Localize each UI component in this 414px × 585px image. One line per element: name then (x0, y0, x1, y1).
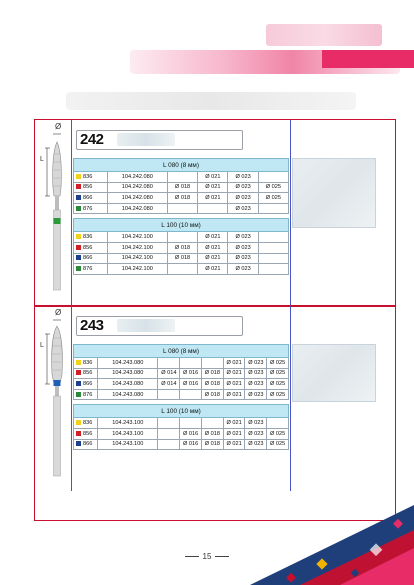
diameter-cell: Ø 018 (167, 253, 197, 264)
diameter-cell (180, 358, 202, 369)
grit-code: 866 (83, 441, 93, 448)
diameter-cell: Ø 023 (245, 428, 267, 439)
diameter-cell (258, 203, 288, 214)
diameter-cell (258, 242, 288, 253)
page-number: 15 (202, 552, 212, 561)
length-label: L (40, 156, 44, 163)
grit-code: 836 (83, 173, 93, 180)
diameter-cell (167, 203, 197, 214)
length-group-header-row (74, 159, 289, 172)
diameter-cell: Ø 018 (201, 368, 223, 379)
diameter-cell (158, 389, 180, 400)
diameter-cell: Ø 025 (267, 368, 289, 379)
page-number-footer (0, 552, 414, 561)
diameter-cell: Ø 016 (180, 439, 202, 450)
grit-color-swatch (76, 431, 81, 436)
product-section-243 (34, 306, 396, 516)
diameter-cell: Ø 018 (167, 193, 197, 204)
diameter-cell: Ø 018 (201, 389, 223, 400)
diameter-cell: Ø 018 (201, 439, 223, 450)
diameter-cell (158, 428, 180, 439)
grit-code-cell (74, 264, 108, 275)
diameter-cell: Ø 021 (223, 379, 245, 390)
grit-color-swatch (76, 234, 81, 239)
diameter-cell (180, 418, 202, 429)
length-group-header-row (74, 405, 289, 418)
grit-color-swatch (76, 266, 81, 271)
footer-rule (215, 556, 229, 557)
grit-code: 866 (83, 194, 93, 201)
grit-code: 866 (83, 380, 93, 387)
diameter-cell: Ø 021 (198, 264, 228, 275)
product-image-placeholder (292, 158, 376, 228)
reference-number: 104.242.100 (107, 232, 167, 243)
diameter-cell: Ø 025 (258, 182, 288, 193)
reference-number: 104.242.080 (107, 172, 167, 183)
diameter-cell: Ø 023 (245, 358, 267, 369)
grit-code: 836 (83, 420, 93, 427)
reference-number: 104.242.100 (107, 242, 167, 253)
product-number: 242 (80, 131, 104, 148)
diameter-cell: Ø 016 (180, 428, 202, 439)
diameter-cell: Ø 023 (245, 379, 267, 390)
diameter-cell: Ø 025 (267, 389, 289, 400)
grit-code-cell (74, 439, 98, 450)
diameter-cell (198, 203, 228, 214)
diameter-cell: Ø 021 (223, 418, 245, 429)
diameter-cell (201, 418, 223, 429)
reference-number: 104.243.080 (98, 389, 158, 400)
table-row (74, 182, 289, 193)
reference-number: 104.243.100 (98, 439, 158, 450)
grit-color-swatch (76, 184, 81, 189)
length-group-header: L 080 (8 мм) (74, 345, 289, 358)
diameter-cell: Ø 025 (267, 358, 289, 369)
diameter-cell: Ø 023 (245, 389, 267, 400)
diameter-cell: Ø 023 (228, 193, 258, 204)
product-title-box (76, 130, 243, 150)
reference-number: 104.242.100 (107, 253, 167, 264)
diameter-cell (158, 418, 180, 429)
header-blurred-label (266, 24, 382, 46)
table-row (74, 358, 289, 369)
grit-color-swatch (76, 195, 81, 200)
diameter-cell (258, 264, 288, 275)
grit-code: 876 (83, 265, 93, 272)
diameter-cell: Ø 021 (198, 253, 228, 264)
diameter-cell (267, 418, 289, 429)
grit-code-cell (74, 418, 98, 429)
diameter-cell: Ø 021 (198, 242, 228, 253)
diameter-cell: Ø 021 (198, 193, 228, 204)
column-line (290, 306, 291, 491)
diameter-cell: Ø 018 (167, 242, 197, 253)
diameter-cell: Ø 025 (267, 439, 289, 450)
grit-code: 876 (83, 205, 93, 212)
bur-illustration (44, 130, 68, 295)
grit-code-cell (74, 232, 108, 243)
grit-code: 856 (83, 244, 93, 251)
product-table-243 (73, 344, 289, 450)
diameter-cell: Ø 023 (228, 264, 258, 275)
grit-code-cell (74, 242, 108, 253)
grit-code: 836 (83, 234, 93, 241)
diameter-cell: Ø 025 (267, 428, 289, 439)
diameter-cell (180, 389, 202, 400)
table-row (74, 368, 289, 379)
reference-number: 104.242.080 (107, 193, 167, 204)
grit-code-cell (74, 193, 108, 204)
product-image-placeholder (292, 344, 376, 402)
diameter-cell: Ø 021 (223, 428, 245, 439)
product-name-blurred (117, 319, 175, 332)
grit-code-cell (74, 203, 108, 214)
column-line (290, 120, 291, 305)
diameter-cell (158, 439, 180, 450)
diameter-cell: Ø 021 (223, 439, 245, 450)
grit-code: 856 (83, 184, 93, 191)
diameter-cell (201, 358, 223, 369)
grit-code-cell (74, 172, 108, 183)
product-name-blurred (117, 133, 175, 146)
diameter-cell: Ø 018 (167, 182, 197, 193)
grit-color-swatch (76, 381, 81, 386)
grit-color-swatch (76, 420, 81, 425)
diameter-cell: Ø 023 (228, 172, 258, 183)
diameter-cell: Ø 023 (245, 439, 267, 450)
footer-rule (185, 556, 199, 557)
grit-code-cell (74, 428, 98, 439)
diameter-cell (258, 232, 288, 243)
header-accent-bar (322, 50, 414, 68)
table-row (74, 264, 289, 275)
grit-code-cell (74, 368, 98, 379)
diameter-cell: Ø 023 (228, 253, 258, 264)
table-row (74, 389, 289, 400)
reference-number: 104.243.080 (98, 379, 158, 390)
grit-color-swatch (76, 206, 81, 211)
diameter-cell: Ø 023 (228, 232, 258, 243)
diameter-cell (258, 253, 288, 264)
bur-illustration (44, 316, 68, 481)
grit-code: 866 (83, 255, 93, 262)
diameter-cell (167, 172, 197, 183)
table-row (74, 242, 289, 253)
product-section-242 (34, 120, 396, 305)
diameter-cell: Ø 021 (198, 232, 228, 243)
diameter-cell: Ø 021 (198, 182, 228, 193)
diameter-cell (167, 232, 197, 243)
diameter-cell: Ø 021 (223, 389, 245, 400)
reference-number: 104.242.080 (107, 182, 167, 193)
diameter-cell: Ø 016 (180, 368, 202, 379)
diameter-cell (258, 172, 288, 183)
grit-code: 856 (83, 370, 93, 377)
table-row (74, 193, 289, 204)
diameter-cell (158, 358, 180, 369)
table-row (74, 439, 289, 450)
diameter-cell: Ø 016 (180, 379, 202, 390)
grit-code-cell (74, 182, 108, 193)
diameter-cell: Ø 023 (228, 203, 258, 214)
diameter-cell: Ø 023 (245, 418, 267, 429)
grit-code-cell (74, 379, 98, 390)
grit-code-cell (74, 389, 98, 400)
diameter-cell: Ø 023 (245, 368, 267, 379)
grit-color-swatch (76, 245, 81, 250)
diameter-cell: Ø 018 (201, 379, 223, 390)
length-group-header-row (74, 219, 289, 232)
diameter-cell: Ø 021 (198, 172, 228, 183)
column-line (71, 306, 72, 491)
product-title-box (76, 316, 243, 336)
table-row (74, 232, 289, 243)
table-row (74, 203, 289, 214)
grit-code-cell (74, 358, 98, 369)
diameter-cell: Ø 023 (228, 242, 258, 253)
grit-code-cell (74, 253, 108, 264)
product-number: 243 (80, 317, 104, 334)
grit-color-swatch (76, 255, 81, 260)
diameter-cell: Ø 014 (158, 379, 180, 390)
grit-color-swatch (76, 360, 81, 365)
grit-color-swatch (76, 174, 81, 179)
reference-number: 104.243.100 (98, 418, 158, 429)
table-row (74, 418, 289, 429)
length-label: L (40, 342, 44, 349)
diameter-cell: Ø 018 (201, 428, 223, 439)
diameter-cell (167, 264, 197, 275)
diameter-label: Ø (55, 308, 62, 317)
header-blurred-subtitle (66, 92, 356, 110)
length-group-header: L 100 (10 мм) (74, 405, 289, 418)
length-group-header-row (74, 345, 289, 358)
table-row (74, 379, 289, 390)
diameter-label: Ø (55, 122, 62, 131)
length-group-header: L 080 (8 мм) (74, 159, 289, 172)
table-row (74, 253, 289, 264)
reference-number: 104.243.080 (98, 368, 158, 379)
reference-number: 104.243.080 (98, 358, 158, 369)
reference-number: 104.243.100 (98, 428, 158, 439)
grit-color-swatch (76, 441, 81, 446)
column-line (71, 120, 72, 305)
reference-number: 104.242.080 (107, 203, 167, 214)
length-group-header: L 100 (10 мм) (74, 219, 289, 232)
grit-code: 856 (83, 430, 93, 437)
reference-number: 104.242.100 (107, 264, 167, 275)
grit-color-swatch (76, 392, 81, 397)
diameter-cell: Ø 025 (258, 193, 288, 204)
table-row (74, 172, 289, 183)
grit-color-swatch (76, 370, 81, 375)
product-table-242 (73, 158, 289, 275)
diameter-cell: Ø 021 (223, 368, 245, 379)
grit-code: 836 (83, 359, 93, 366)
diameter-cell: Ø 025 (267, 379, 289, 390)
diameter-cell: Ø 021 (223, 358, 245, 369)
diameter-cell: Ø 023 (228, 182, 258, 193)
table-row (74, 428, 289, 439)
grit-code: 876 (83, 391, 93, 398)
diameter-cell: Ø 014 (158, 368, 180, 379)
